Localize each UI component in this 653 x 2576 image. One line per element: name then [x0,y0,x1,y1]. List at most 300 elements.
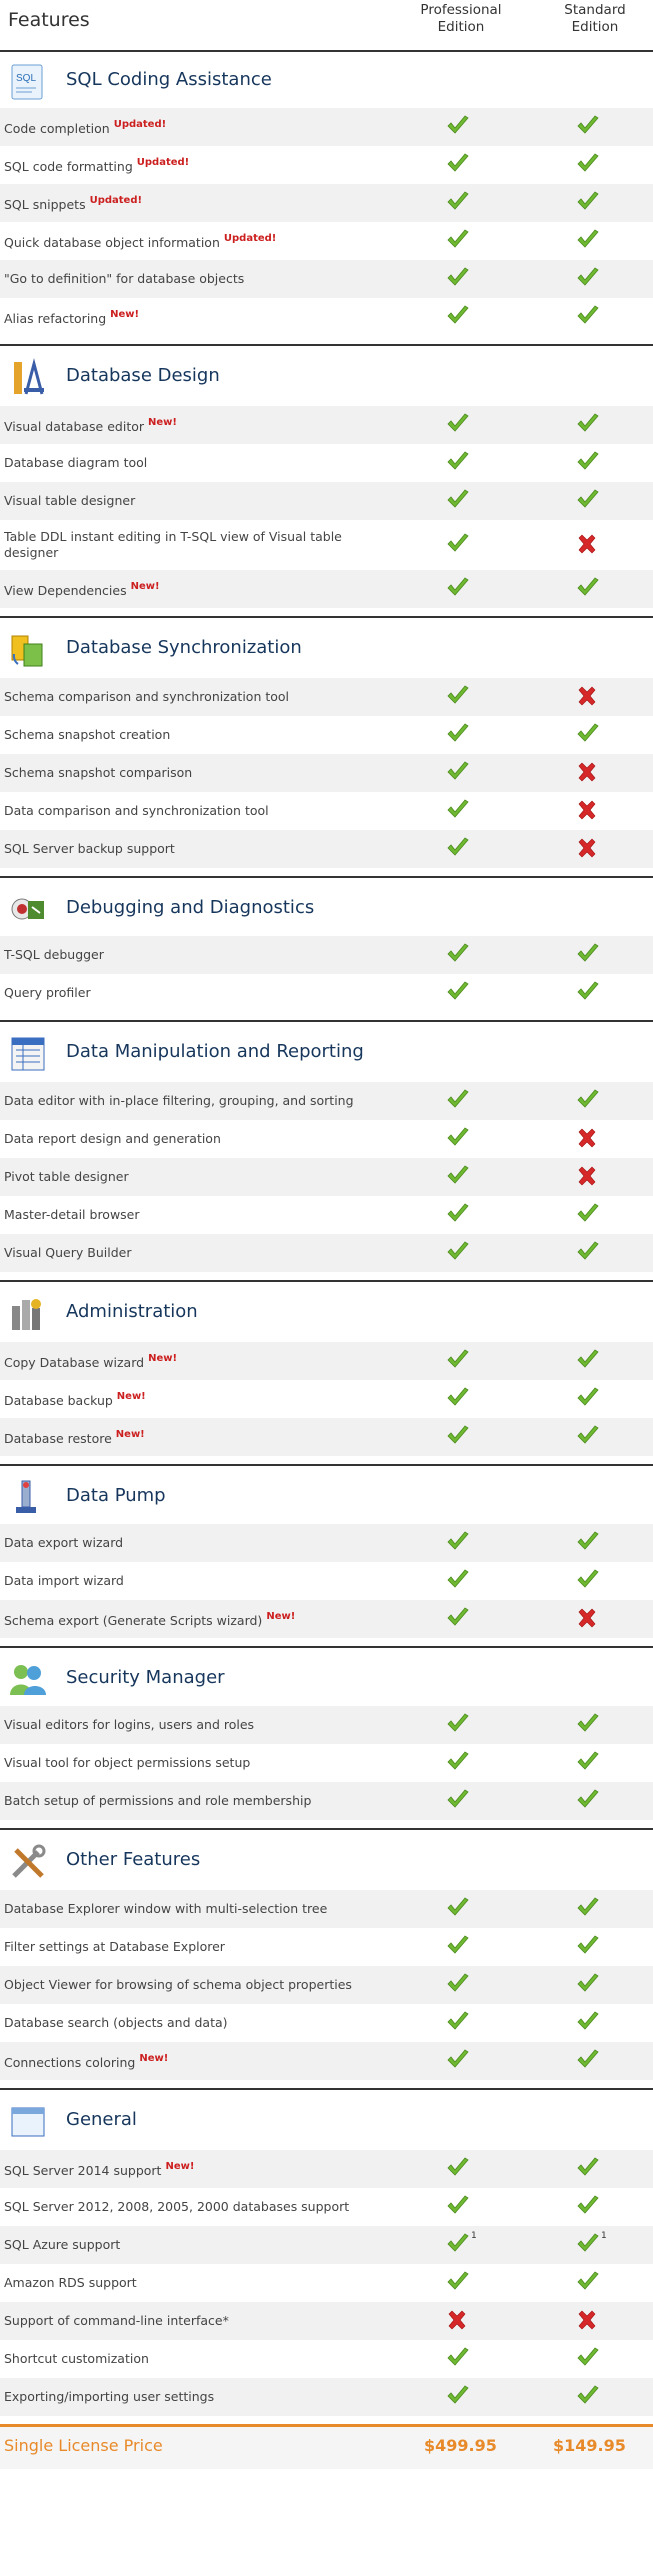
checkmark-icon [446,413,470,439]
feature-row [0,1524,653,1562]
feature-label: "Go to definition" for database objects [4,271,245,286]
feature-label: SQL Server 2012, 2008, 2005, 2000 databases support [4,2199,350,2214]
standard-availability [570,2231,610,2259]
table-header [0,0,653,52]
professional-availability [440,2155,480,2183]
general-icon [8,2102,48,2142]
professional-availability [440,1347,480,1375]
checkmark-icon [446,685,470,711]
standard-availability [570,1711,610,1739]
checkmark-icon [576,1569,600,1595]
standard-availability [570,2155,610,2183]
checkmark-icon [446,1203,470,1229]
cross-icon [576,685,598,711]
standard-availability [570,979,610,1007]
professional-availability [440,835,480,863]
standard-availability [570,1125,610,1153]
standard-availability [570,797,610,825]
standard-availability [570,2307,610,2335]
feature-row [0,1158,653,1196]
standard-availability [570,721,610,749]
checkmark-icon [576,1241,600,1267]
section-database-synchronization [0,618,653,878]
checkmark-icon [576,2385,600,2411]
feature-row [0,1196,653,1234]
feature-label: Copy Database wizard $^{New!}$ [4,1353,178,1370]
standard-availability [570,2009,610,2037]
professional-availability [440,531,480,559]
feature-label: Database search (objects and data) [4,2015,228,2030]
feature-status-badge: New! [266,1611,296,1622]
checkmark-icon [576,153,600,179]
standard-availability [570,835,610,863]
feature-label: Exporting/importing user settings [4,2389,215,2404]
checkmark-icon [446,1569,470,1595]
checkmark-icon [446,799,470,825]
professional-availability [440,1895,480,1923]
feature-row [0,2302,653,2340]
checkmark-icon [576,1751,600,1777]
feature-label: Database Explorer window with multi-selection tree [4,1901,328,1916]
checkmark-icon [446,2195,470,2221]
debug-icon [8,889,48,929]
feature-row [0,1120,653,1158]
feature-row [0,2264,653,2302]
professional-availability [440,2383,480,2411]
feature-label: SQL Server backup support [4,841,175,856]
standard-availability [570,189,610,217]
feature-label: Visual table designer [4,493,136,508]
checkmark-icon [576,2271,600,2297]
professional-availability [440,1787,480,1815]
standard-availability [570,1347,610,1375]
section-header [0,2090,653,2150]
section-header [0,346,653,406]
checkmark-icon [446,1089,470,1115]
feature-status-badge: New! [116,1391,146,1402]
standard-availability [570,1933,610,1961]
feature-row [0,298,653,336]
feature-label: SQL code formatting $^{Updated!}$ [4,157,190,174]
section-header [0,1282,653,1342]
checkmark-icon [446,1973,470,1999]
professional-availability [440,1239,480,1267]
checkmark-icon [446,1751,470,1777]
checkmark-icon [446,2233,470,2259]
section-other-features [0,1830,653,2090]
feature-label: Alias refactoring $^{New!}$ [4,309,140,326]
checkmark-icon [576,305,600,331]
section-spacer [0,2416,653,2424]
section-header [0,618,653,678]
standard-availability [570,1787,610,1815]
professional-availability [440,2307,480,2335]
checkmark-icon [576,2233,600,2259]
cross-icon [576,2309,598,2335]
checkmark-icon [576,489,600,515]
checkmark-icon [446,533,470,559]
feature-status-badge: Updated! [136,157,190,168]
feature-row [0,830,653,868]
checkmark-icon [576,413,600,439]
feature-label: Connections coloring $^{New!}$ [4,2053,169,2070]
professional-availability [440,575,480,603]
standard-availability [570,759,610,787]
feature-row [0,1966,653,2004]
price-label: Single License Price [4,2436,163,2455]
feature-label: SQL snippets $^{Updated!}$ [4,195,143,212]
feature-label: Table DDL instant editing in T-SQL view of Visual table designer [4,529,342,560]
feature-label: Pivot table designer [4,1169,129,1184]
feature-label: Query profiler [4,985,91,1000]
feature-status-badge: Updated! [113,119,167,130]
feature-row [0,1744,653,1782]
cross-icon [576,761,598,787]
professional-availability [440,2345,480,2373]
feature-label: Database backup $^{New!}$ [4,1391,146,1408]
section-data-pump [0,1466,653,1648]
feature-label: SQL Server 2014 support $^{New!}$ [4,2161,195,2178]
feature-status-badge: Updated! [89,195,143,206]
standard-availability [570,487,610,515]
professional-availability [440,1087,480,1115]
cross-icon [576,1165,598,1191]
feature-label: Object Viewer for browsing of schema object properties [4,1977,352,1992]
feature-row [0,1600,653,1638]
professional-availability [440,797,480,825]
checkmark-icon [576,1789,600,1815]
standard-availability [570,531,610,559]
feature-label: Data editor with in-place filtering, grouping, and sorting [4,1093,354,1108]
professional-availability [440,151,480,179]
section-title: Data Pump [66,1485,166,1506]
feature-label: Master-detail browser [4,1207,140,1222]
checkmark-icon [446,115,470,141]
professional-availability [440,1933,480,1961]
professional-availability [440,941,480,969]
section-debugging-and-diagnostics [0,878,653,1022]
checkmark-icon [446,1531,470,1557]
checkmark-icon [446,837,470,863]
professional-edition-heading: Professional Edition [420,2,502,35]
standard-availability [570,941,610,969]
checkmark-icon [446,577,470,603]
checkmark-icon [446,2271,470,2297]
checkmark-icon [446,1425,470,1451]
feature-label: Schema comparison and synchronization tool [4,689,290,704]
pump-icon [8,1477,48,1517]
standard-availability [570,1567,610,1595]
feature-status-badge: New! [115,1429,145,1440]
feature-label: Visual database editor $^{New!}$ [4,417,177,434]
checkmark-icon [446,305,470,331]
checkmark-icon [576,1973,600,1999]
feature-label: Schema snapshot creation [4,727,171,742]
feature-label: Quick database object information $^{Updated!}$ [4,233,277,250]
section-title: Database Design [66,365,220,386]
standard-availability [570,1423,610,1451]
checkmark-icon [576,723,600,749]
professional-availability [440,1749,480,1777]
feature-label: Database restore $^{New!}$ [4,1429,145,1446]
professional-availability [440,979,480,1007]
feature-label: Schema snapshot comparison [4,765,193,780]
admin-icon [8,1294,48,1334]
feature-status-badge: New! [165,2161,195,2172]
section-title: Administration [66,1301,198,1322]
professional-price: $499.95 [424,2436,497,2455]
feature-label: Shortcut customization [4,2351,149,2366]
feature-row [0,260,653,298]
checkmark-icon [446,153,470,179]
professional-availability [440,721,480,749]
feature-label: Data import wizard [4,1573,124,1588]
feature-label: Visual tool for object permissions setup [4,1755,251,1770]
feature-label: Data export wizard [4,1535,124,1550]
professional-availability [440,113,480,141]
feature-row [0,1928,653,1966]
checkmark-icon [446,943,470,969]
feature-label: Data report design and generation [4,1131,221,1146]
standard-availability [570,2269,610,2297]
checkmark-icon [446,1713,470,1739]
professional-availability [440,1605,480,1633]
cross-icon [576,1607,598,1633]
feature-row [0,1380,653,1418]
feature-row [0,108,653,146]
professional-availability [440,2047,480,2075]
checkmark-icon [576,943,600,969]
checkmark-icon [446,267,470,293]
feature-row [0,716,653,754]
svg-text:SQL: SQL [16,73,37,84]
checkmark-icon [576,2195,600,2221]
standard-availability [570,1163,610,1191]
professional-availability [440,189,480,217]
checkmark-icon [576,1531,600,1557]
feature-label: Support of command-line interface* [4,2313,229,2328]
sql-icon [8,62,48,102]
feature-status-badge: New! [139,2053,169,2064]
footnote-marker: 1 [601,2231,607,2241]
checkmark-icon [576,229,600,255]
feature-label: Schema export (Generate Scripts wizard) $^{New!}$ [4,1611,296,1628]
professional-availability [440,1201,480,1229]
checkmark-icon [576,1089,600,1115]
professional-availability [440,1529,480,1557]
section-database-design [0,346,653,618]
checkmark-icon [446,2011,470,2037]
feature-row [0,936,653,974]
checkmark-icon [576,1203,600,1229]
feature-row [0,222,653,260]
checkmark-icon [576,1349,600,1375]
cross-icon [576,533,598,559]
feature-row [0,754,653,792]
checkmark-icon [576,451,600,477]
section-administration [0,1282,653,1466]
feature-row [0,2340,653,2378]
footnote-marker: 1 [471,2231,477,2241]
features-heading: Features [8,9,90,31]
section-sql-coding-assistance [0,52,653,346]
section-title: SQL Coding Assistance [66,69,272,90]
professional-availability [440,411,480,439]
checkmark-icon [446,1935,470,1961]
feature-label: Database diagram tool [4,455,148,470]
price-row [0,2424,653,2469]
checkmark-icon [446,489,470,515]
checkmark-icon [576,2347,600,2373]
section-data-manipulation-and-reporting [0,1022,653,1282]
checkmark-icon [576,115,600,141]
professional-availability [440,449,480,477]
cross-icon [576,837,598,863]
professional-availability [440,1971,480,1999]
sync-icon [8,630,48,670]
professional-availability [440,683,480,711]
feature-status-badge: New! [148,1353,178,1364]
feature-row [0,570,653,608]
checkmark-icon [446,2385,470,2411]
standard-price: $149.95 [553,2436,626,2455]
checkmark-icon [446,1607,470,1633]
section-header [0,52,653,108]
feature-row [0,1562,653,1600]
section-header [0,1830,653,1890]
standard-availability [570,1239,610,1267]
feature-row [0,1342,653,1380]
feature-row [0,2226,653,2264]
professional-availability [440,2193,480,2221]
section-title: Data Manipulation and Reporting [66,1041,364,1062]
standard-availability [570,1529,610,1557]
checkmark-icon [446,1387,470,1413]
feature-row [0,2150,653,2188]
checkmark-icon [576,1713,600,1739]
professional-availability [440,1125,480,1153]
feature-row [0,1234,653,1272]
professional-availability [440,303,480,331]
standard-availability [570,1201,610,1229]
feature-row [0,792,653,830]
feature-row [0,406,653,444]
standard-availability [570,151,610,179]
feature-row [0,974,653,1012]
checkmark-icon [446,2157,470,2183]
checkmark-icon [446,2347,470,2373]
standard-availability [570,2047,610,2075]
feature-label: Amazon RDS support [4,2275,137,2290]
professional-availability [440,759,480,787]
section-security-manager [0,1648,653,1830]
feature-row [0,146,653,184]
section-title: Database Synchronization [66,637,302,658]
standard-edition-heading: Standard Edition [564,2,626,35]
professional-availability [440,1423,480,1451]
professional-availability [440,1567,480,1595]
checkmark-icon [446,1241,470,1267]
professional-availability [440,1163,480,1191]
professional-availability [440,1711,480,1739]
tools-icon [8,1842,48,1882]
checkmark-icon [576,191,600,217]
checkmark-icon [576,2157,600,2183]
checkmark-icon [446,1165,470,1191]
checkmark-icon [446,1789,470,1815]
checkmark-icon [576,267,600,293]
cross-icon [576,1127,598,1153]
feature-sections [0,52,653,2424]
section-title: General [66,2109,137,2130]
feature-row [0,1706,653,1744]
standard-availability [570,575,610,603]
checkmark-icon [446,229,470,255]
feature-status-badge: New! [110,309,140,320]
standard-availability [570,1605,610,1633]
professional-availability [440,2269,480,2297]
checkmark-icon [446,451,470,477]
checkmark-icon [446,191,470,217]
feature-row [0,482,653,520]
professional-availability [440,2009,480,2037]
feature-label: Filter settings at Database Explorer [4,1939,225,1954]
checkmark-icon [446,1349,470,1375]
feature-row [0,1782,653,1820]
section-header [0,1648,653,1706]
standard-availability [570,1971,610,1999]
checkmark-icon [446,981,470,1007]
feature-row [0,2042,653,2080]
checkmark-icon [576,2049,600,2075]
security-icon [8,1659,48,1699]
standard-availability [570,265,610,293]
feature-row [0,1890,653,1928]
feature-row [0,184,653,222]
feature-label: Data comparison and synchronization tool [4,803,269,818]
section-header [0,1466,653,1524]
section-title: Other Features [66,1849,201,1870]
checkmark-icon [576,577,600,603]
professional-availability [440,265,480,293]
standard-availability [570,1895,610,1923]
section-header [0,1022,653,1082]
feature-row [0,1082,653,1120]
standard-availability [570,1087,610,1115]
professional-availability [440,227,480,255]
cross-icon [446,2309,468,2335]
report-icon [8,1034,48,1074]
feature-label: Visual Query Builder [4,1245,132,1260]
professional-availability [440,2231,480,2259]
checkmark-icon [446,723,470,749]
feature-row [0,520,653,570]
feature-row [0,678,653,716]
standard-availability [570,449,610,477]
checkmark-icon [446,2049,470,2075]
standard-availability [570,2193,610,2221]
feature-label: Visual editors for logins, users and roles [4,1717,255,1732]
section-title: Debugging and Diagnostics [66,897,315,918]
checkmark-icon [576,2011,600,2037]
section-title: Security Manager [66,1667,225,1688]
standard-availability [570,411,610,439]
standard-availability [570,2383,610,2411]
section-general [0,2090,653,2424]
feature-row [0,2378,653,2416]
professional-availability [440,487,480,515]
checkmark-icon [446,761,470,787]
